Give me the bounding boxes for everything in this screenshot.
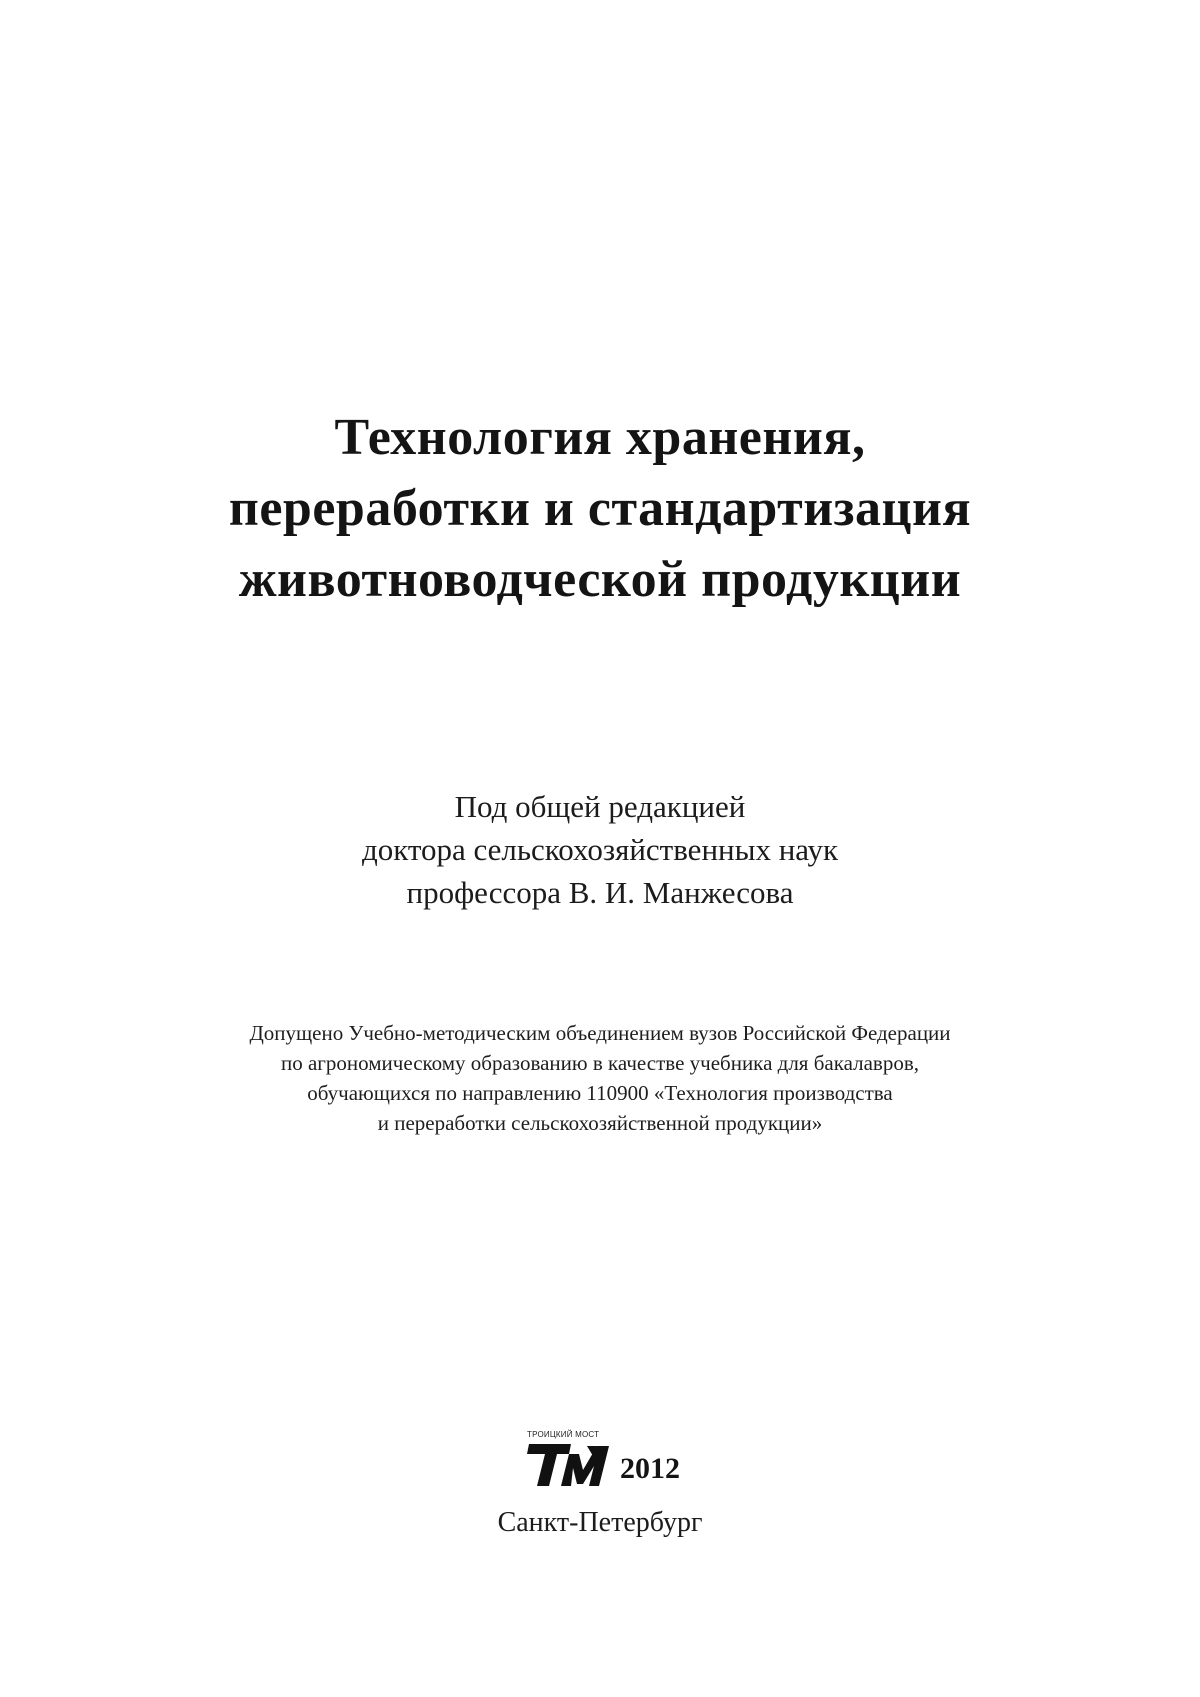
title-line-1: Технология хранения, bbox=[334, 409, 866, 466]
editor-line-1: Под общей редакцией bbox=[454, 789, 746, 824]
book-title bbox=[0, 402, 1200, 615]
title-line-2: переработки и стандартизация bbox=[228, 480, 972, 537]
publisher-logo-caption: ТРОИЦКИЙ МОСТ bbox=[527, 1430, 600, 1439]
approval-line-4: и переработки сельскохозяйственной продукции» bbox=[377, 1111, 823, 1135]
publication-city: Санкт-Петербург bbox=[497, 1507, 703, 1538]
publisher-block bbox=[527, 1430, 707, 1490]
editor-line-2: доктора сельскохозяйственных наук bbox=[361, 832, 839, 867]
editor-credit bbox=[0, 785, 1200, 914]
approval-line-1: Допущено Учебно-методическим объединением вузов Российской Федерации bbox=[249, 1021, 951, 1045]
publication-year: 2012 bbox=[620, 1452, 680, 1485]
approval-line-3: обучающихся по направлению 110900 «Технология производства bbox=[307, 1081, 893, 1105]
title-line-3: животноводческой продукции bbox=[238, 551, 962, 608]
troitsky-most-logo-icon bbox=[527, 1440, 619, 1488]
approval-line-2: по агрономическому образованию в качестве учебника для бакалавров, bbox=[281, 1051, 919, 1075]
editor-line-3: профессора В. И. Манжесова bbox=[406, 875, 794, 910]
approval-statement bbox=[0, 1018, 1200, 1138]
